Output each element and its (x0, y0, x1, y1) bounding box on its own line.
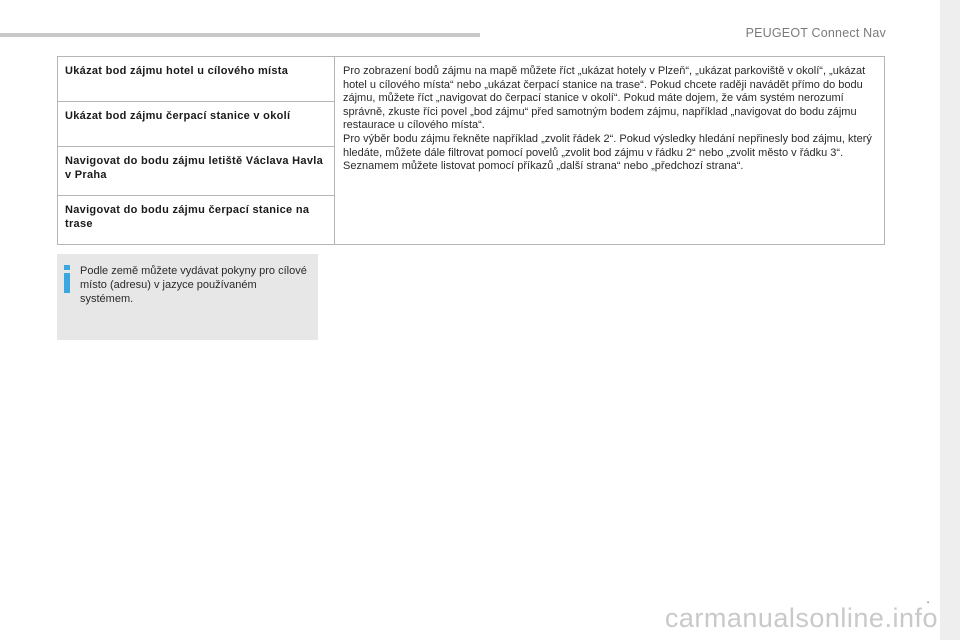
info-text: Podle země můžete vydávat pokyny pro cílové místo (adresu) v jazyce používaném systémem. (80, 265, 307, 305)
page-marker: . (926, 590, 930, 606)
info-icon (62, 265, 72, 293)
command-cell: Ukázat bod zájmu čerpací stanice v okolí (58, 102, 335, 147)
description-paragraph: Pro výběr bodu zájmu řekněte například „zvolit řádek 2“. Pokud výsledky hledání nepřinesly bod zájmu, který hledáte, můžete dále filtrovat pomocí povelů „zvolit bod zájmu v řádku 2“ nebo „zvolit město v řádku 3“. Seznamem můžete listovat pomocí příkazů „další strana“ nebo „předchozí strana“. (343, 132, 872, 173)
header-title: PEUGEOT Connect Nav (745, 26, 886, 40)
voice-commands-table (57, 56, 885, 245)
header-rule (0, 33, 480, 37)
table-row (58, 57, 885, 102)
watermark: carmanualsonline.info (664, 603, 938, 633)
command-cell: Navigovat do bodu zájmu čerpací stanice na trase (58, 196, 335, 245)
info-note (57, 254, 318, 340)
right-edge-strip (940, 0, 960, 640)
description-cell (335, 57, 885, 245)
description-paragraph: Pro zobrazení bodů zájmu na mapě můžete říct „ukázat hotely v Plzeň“, „ukázat parkoviště v okolí“, „ukázat hotel u cílového místa“ nebo „ukázat čerpací stanice na trase“. Pokud chcete raději navádět přímo do bodu zájmu, můžete říct „navigovat do čerpací stanice v okolí“. Pokud máte dojem, že vám systém nerozumí správně, zkuste říci povel „bod zájmu“ před samotným bodem zájmu, například „navigovat do bodu zájmu restaurace u cílového místa“. (343, 65, 866, 132)
command-cell: Ukázat bod zájmu hotel u cílového místa (58, 57, 335, 102)
command-cell: Navigovat do bodu zájmu letiště Václava Havla v Praha (58, 147, 335, 196)
